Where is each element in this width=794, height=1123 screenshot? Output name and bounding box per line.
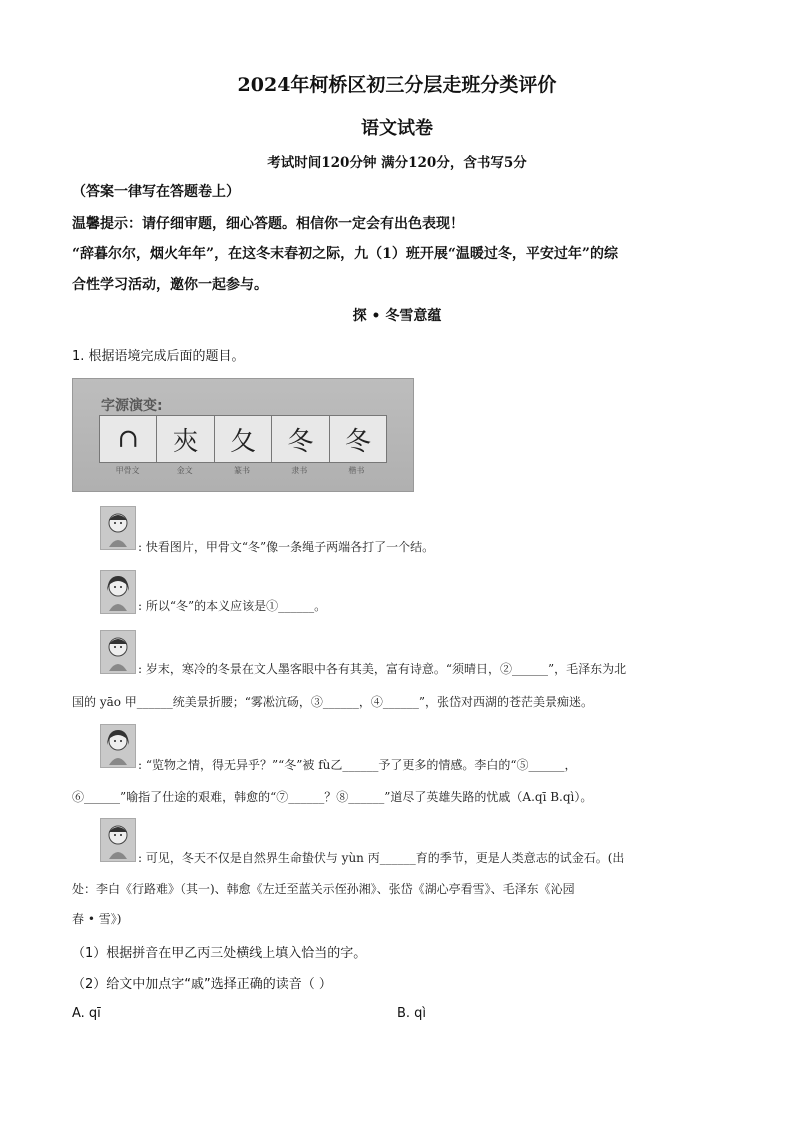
glyph-label: 隶书 <box>291 466 308 475</box>
answer-note: （答案一律写在答题卷上） <box>72 184 240 200</box>
section-title: 探 • 冬雪意蕴 <box>352 308 442 324</box>
dialogue-4-line-2: ⑥______”喻指了仕途的艰难，韩愈的“⑦______？⑧______”道尽了英雄失路的忧戚（A.qī B.qì）。 <box>72 790 593 804</box>
boy-avatar-icon <box>100 630 136 674</box>
dialogue-3-line-1: : 岁末，寒冷的冬景在文人墨客眼中各有其美，富有诗意。“须晴日，②______”，毛泽东为北 <box>138 662 627 676</box>
glyph-row <box>99 415 387 463</box>
image-label: 字源演变: <box>101 398 163 414</box>
glyph-regular: 冬 <box>344 426 371 457</box>
glyph-labels <box>99 465 385 476</box>
sub-question-1: （1）根据拼音在甲乙丙三处横线上填入恰当的字。 <box>72 946 367 961</box>
option-b[interactable]: B. qì <box>397 1006 427 1021</box>
dialogue-5-line-3: 春 • 雪》) <box>72 912 122 926</box>
glyph-clerical: 冬 <box>272 416 329 462</box>
exam-title: 2024年柯桥区初三分层走班分类评价 <box>237 74 557 96</box>
glyph-label: 金文 <box>176 466 193 475</box>
dialogue-5-line-1: : 可见，冬天不仅是自然界生命蛰伏与 yùn 丙______育的季节，更是人类意志的试金石。(出 <box>138 851 625 865</box>
dialogue-5-line-2: 处：李白《行路难》（其一)、韩愈《左迁至蓝关示侄孙湘》、张岱《湖心亭看雪》、毛泽东《沁园 <box>72 882 575 896</box>
glyph-seal: 夂 <box>215 416 272 462</box>
boy-avatar-icon <box>100 818 136 862</box>
sub-question-2: （2）给文中加点字“戚”选择正确的读音（ ） <box>72 977 332 992</box>
glyph-label: 甲骨文 <box>115 466 140 475</box>
glyph-oracle: ∩ <box>100 416 157 462</box>
girl-avatar-icon <box>100 724 136 768</box>
exam-meta: 考试时间120分钟 满分120分，含书写5分 <box>267 155 527 171</box>
intro-line-2: 合性学习活动，邀你一起参与。 <box>72 277 268 293</box>
tip-text: 温馨提示：请仔细审题，细心答题。相信你一定会有出色表现！ <box>72 216 464 232</box>
question-1-stem: 1. 根据语境完成后面的题目。 <box>72 349 245 364</box>
dialogue-4-line-1: : “览物之情，得无异乎？”“冬”被 fù乙______予了更多的情感。李白的“⑤______， <box>138 758 577 772</box>
glyph-label: 篆书 <box>234 466 250 475</box>
glyph-label: 楷书 <box>348 466 365 475</box>
exam-subtitle: 语文试卷 <box>361 118 433 139</box>
boy-avatar-icon <box>100 506 136 550</box>
glyph-bronze: 㚒 <box>157 416 214 462</box>
dialogue-2: : 所以“冬”的本义应该是①______。 <box>138 599 327 613</box>
intro-line-1: “辞暮尔尔，烟火年年”，在这冬末春初之际，九（1）班开展“温暖过冬，平安过年”的综 <box>72 246 618 262</box>
option-a[interactable]: A. qī <box>72 1006 101 1021</box>
girl-avatar-icon <box>100 570 136 614</box>
character-evolution-image <box>72 378 414 492</box>
dialogue-1: : 快看图片，甲骨文“冬”像一条绳子两端各打了一个结。 <box>138 540 435 554</box>
dialogue-3-line-2: 国的 yāo 甲______统美景折腰；“雾凇沆砀，③______，④______”，张岱对西湖的苍茫美景痴迷。 <box>72 695 594 709</box>
